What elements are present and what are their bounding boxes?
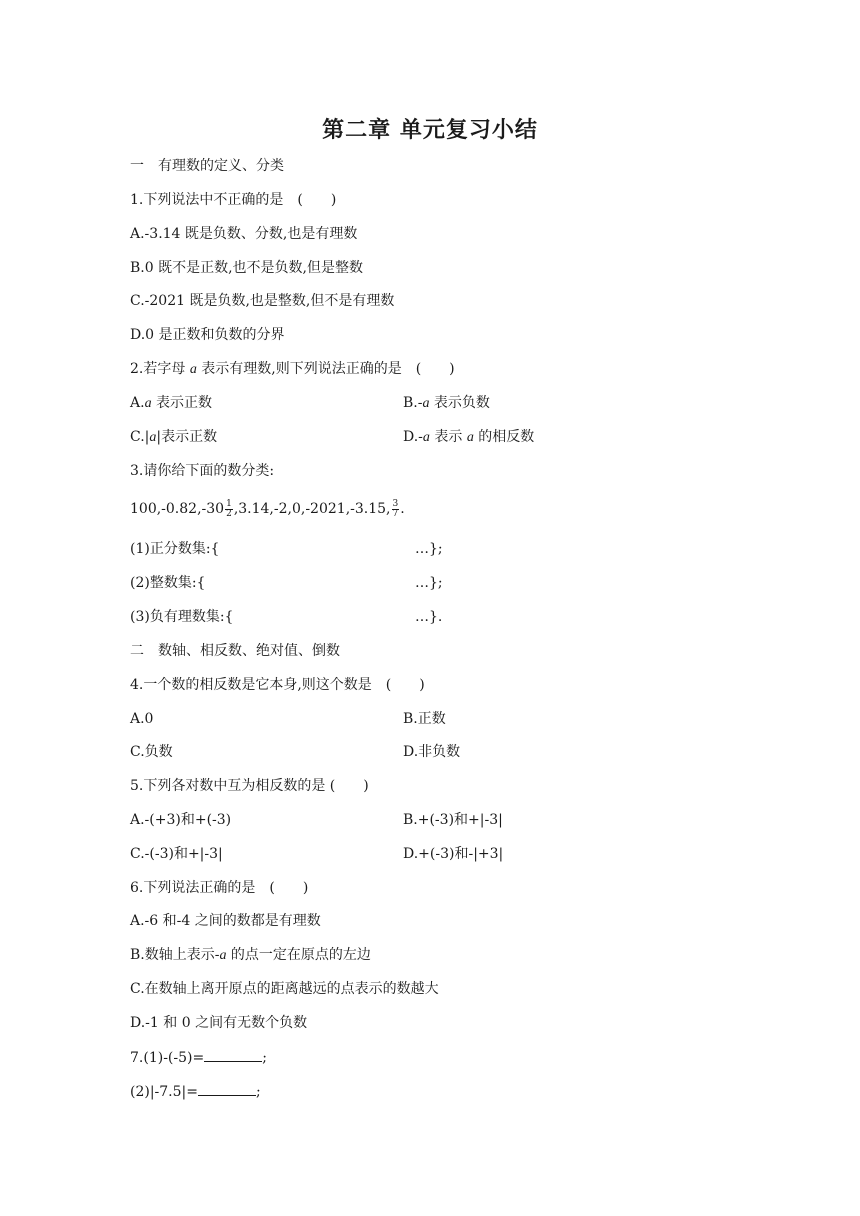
question-4-option-a: A.0: [130, 711, 154, 727]
question-6-option-a: A.-6 和-4 之间的数都是有理数: [130, 913, 321, 929]
question-3-set-integers: (2)整数集:{: [130, 575, 206, 591]
question-3-stem: 3.请你给下面的数分类:: [130, 463, 275, 479]
question-3-set-positive-fractions: (1)正分数集:{: [130, 541, 220, 557]
question-3-set-negative-rationals: (3)负有理数集:{: [130, 609, 234, 625]
section-heading-1: 一 有理数的定义、分类: [130, 158, 284, 174]
question-5-option-c: C.-(-3)和+|-3|: [130, 846, 223, 862]
question-3-set-2-end: …};: [415, 575, 443, 591]
question-5-option-b: B.+(-3)和+|-3|: [403, 812, 503, 828]
question-1-option-a: A.-3.14 既是负数、分数,也是有理数: [130, 226, 358, 242]
question-5-option-a: A.-(+3)和+(-3): [130, 812, 232, 828]
fraction-one-half: $\frac{1}{2}$: [226, 498, 232, 519]
fraction-three-sevenths: $\frac{3}{7}$: [392, 498, 399, 519]
question-6-option-b: B.数轴上表示-a 的点一定在原点的左边: [130, 947, 371, 963]
question-6-option-c: C.在数轴上离开原点的距离越远的点表示的数越大: [130, 981, 439, 997]
question-2-option-b: B.-a 表示负数: [403, 395, 490, 411]
question-3-set-3-end: …}.: [415, 609, 443, 625]
question-6-option-d: D.-1 和 0 之间有无数个负数: [130, 1015, 308, 1031]
answer-blank-2[interactable]: [198, 1081, 256, 1096]
question-4-option-c: C.负数: [130, 744, 173, 760]
question-2-option-d: D.-a 表示 a 的相反数: [403, 429, 535, 445]
question-2-option-c: C.|a|表示正数: [130, 429, 218, 445]
page-title: 第二章 单元复习小结: [322, 118, 538, 143]
question-7-part-2: (2)|-7.5|= ;: [130, 1081, 261, 1102]
question-7-part-1: 7.(1)-(-5)= ;: [130, 1047, 267, 1068]
question-1-option-b: B.0 既不是正数,也不是负数,但是整数: [130, 260, 363, 276]
question-2-option-a: A.a 表示正数: [130, 395, 213, 411]
answer-blank-1[interactable]: [204, 1047, 262, 1062]
question-5-stem: 5.下列各对数中互为相反数的是 ( ): [130, 778, 369, 794]
question-3-number-list: 100,-0.82,-30 $\frac{1}{2}$ ,3.14,-2,0,-2021,-3.15, $\frac{3}{7}$ .: [130, 498, 405, 519]
question-3-set-1-end: …};: [415, 541, 443, 557]
question-1-stem: 1.下列说法中不正确的是 ( ): [130, 192, 337, 208]
question-1-option-c: C.-2021 既是负数,也是整数,但不是有理数: [130, 293, 395, 309]
question-2-stem: 2.若字母 a 表示有理数,则下列说法正确的是 ( ): [130, 361, 455, 377]
question-1-option-d: D.0 是正数和负数的分界: [130, 327, 285, 343]
question-4-option-d: D.非负数: [403, 744, 461, 760]
question-6-stem: 6.下列说法正确的是 ( ): [130, 880, 309, 896]
question-4-option-b: B.正数: [403, 711, 446, 727]
section-heading-2: 二 数轴、相反数、绝对值、倒数: [130, 643, 340, 659]
question-4-stem: 4.一个数的相反数是它本身,则这个数是 ( ): [130, 677, 425, 693]
question-5-option-d: D.+(-3)和-|+3|: [403, 846, 504, 862]
